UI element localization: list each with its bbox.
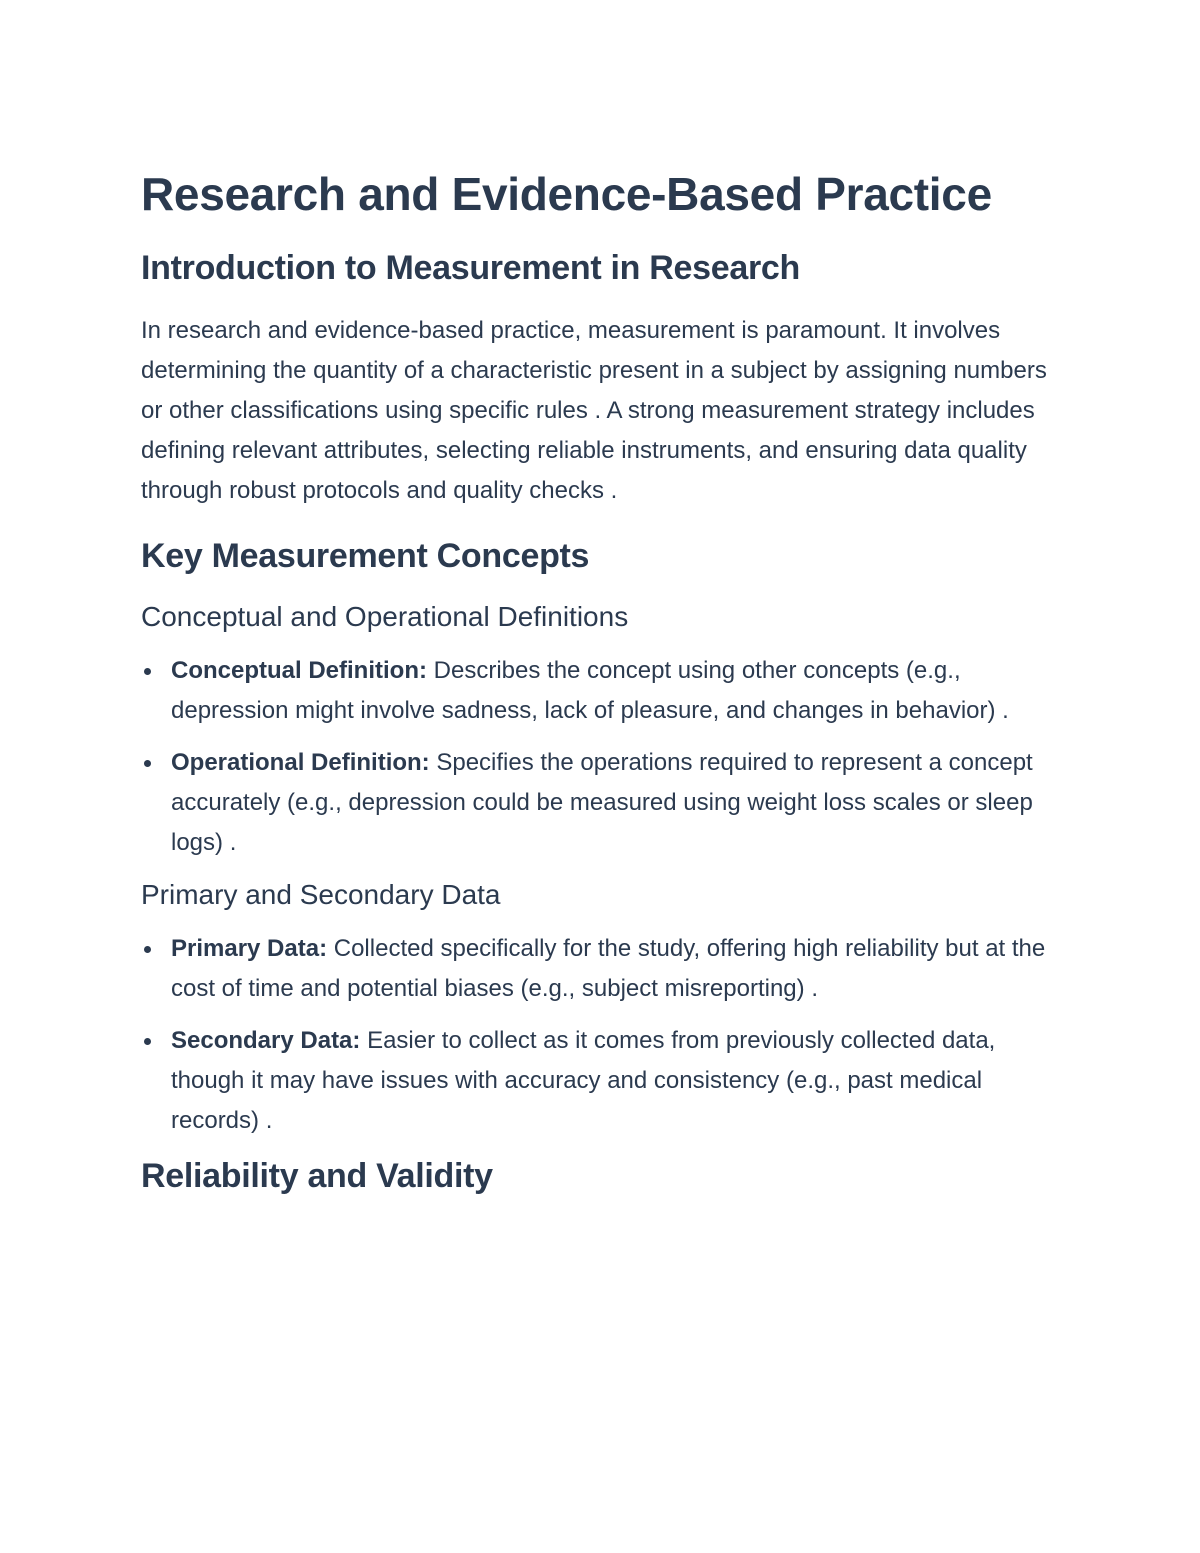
data-types-list xyxy=(141,929,1071,1141)
list-item xyxy=(141,1021,1071,1141)
subsection-heading-definitions: Conceptual and Operational Definitions xyxy=(141,601,629,632)
list-item-text: Easier to collect as it comes from previously collected data, though it may have issues with accuracy and consistency (e.g., past medical records) . xyxy=(171,1027,996,1134)
list-item xyxy=(141,651,1071,731)
list-item xyxy=(141,929,1071,1009)
list-item-text: Specifies the operations required to represent a concept accurately (e.g., depression could be measured using weight loss scales or sleep logs) . xyxy=(171,749,1033,856)
section-heading-key-concepts: Key Measurement Concepts xyxy=(141,537,590,575)
section-heading-reliability-validity: Reliability and Validity xyxy=(141,1157,493,1195)
definitions-list xyxy=(141,651,1071,863)
document-title: Research and Evidence-Based Practice xyxy=(141,168,992,220)
list-item-term: Operational Definition: xyxy=(171,749,430,776)
section-heading-introduction: Introduction to Measurement in Research xyxy=(141,249,800,287)
list-item-text: Describes the concept using other concepts (e.g., depression might involve sadness, lack of pleasure, and changes in behavior) . xyxy=(171,657,1009,724)
list-item-text: Collected specifically for the study, offering high reliability but at the cost of time and potential biases (e.g., subject misreporting) . xyxy=(171,935,1046,1002)
list-item-term: Secondary Data: xyxy=(171,1027,361,1054)
introduction-paragraph: In research and evidence-based practice, measurement is paramount. It involves determining the quantity of a characteristic present in a subject by assigning numbers or other classifications using specific rules . A strong measurement strategy includes defining relevant attributes, selecting reliable instruments, and ensuring data quality through robust protocols and quality checks . xyxy=(141,317,1047,504)
subsection-heading-data-types: Primary and Secondary Data xyxy=(141,879,501,910)
list-item xyxy=(141,743,1071,863)
list-item-term: Conceptual Definition: xyxy=(171,657,427,684)
document-page xyxy=(141,165,1071,1219)
list-item-term: Primary Data: xyxy=(171,935,328,962)
